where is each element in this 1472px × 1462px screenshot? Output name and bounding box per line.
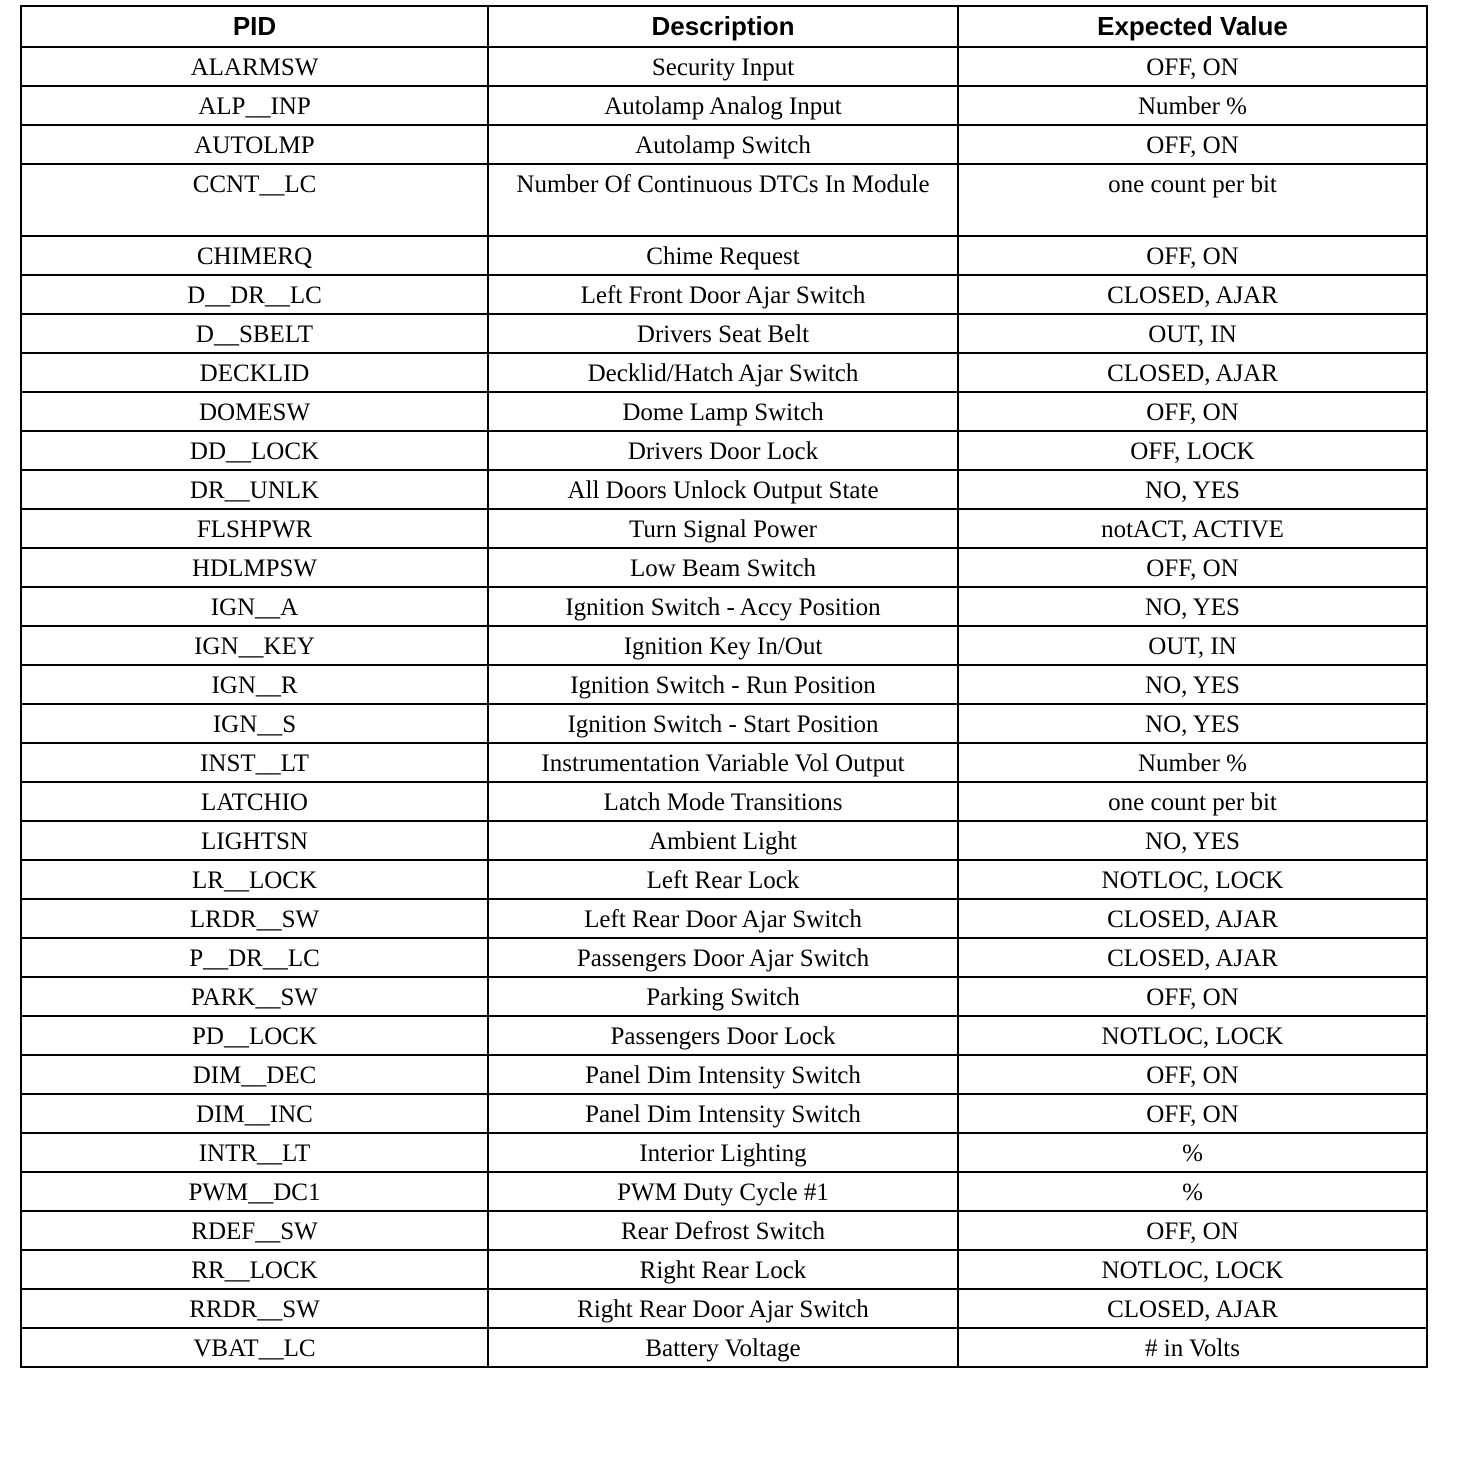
description-cell: Right Rear Door Ajar Switch [488,1289,958,1328]
description-cell: Panel Dim Intensity Switch [488,1055,958,1094]
pid-table-container [20,5,1426,1368]
description-cell: Left Rear Lock [488,860,958,899]
expected-value-cell: OFF, ON [958,392,1427,431]
expected-value-cell: OFF, ON [958,548,1427,587]
description-cell: Ignition Switch - Start Position [488,704,958,743]
table-row [21,1172,1427,1211]
table-row [21,743,1427,782]
expected-value-cell: OFF, ON [958,977,1427,1016]
pid-cell: PWM__DC1 [21,1172,488,1211]
pid-cell: LR__LOCK [21,860,488,899]
description-cell: Drivers Door Lock [488,431,958,470]
table-row [21,1016,1427,1055]
pid-cell: VBAT__LC [21,1328,488,1367]
expected-value-cell: OFF, ON [958,47,1427,86]
pid-cell: INTR__LT [21,1133,488,1172]
pid-cell: P__DR__LC [21,938,488,977]
description-cell: Dome Lamp Switch [488,392,958,431]
table-row [21,314,1427,353]
expected-value-cell: CLOSED, AJAR [958,938,1427,977]
table-row [21,275,1427,314]
header-pid: PID [21,6,488,47]
description-cell: Number Of Continuous DTCs In Module [488,164,958,236]
expected-value-cell: NOTLOC, LOCK [958,860,1427,899]
expected-value-cell: OFF, LOCK [958,431,1427,470]
expected-value-cell: OFF, ON [958,1055,1427,1094]
description-cell: Latch Mode Transitions [488,782,958,821]
expected-value-cell: NO, YES [958,704,1427,743]
pid-cell: DD__LOCK [21,431,488,470]
table-row [21,1328,1427,1367]
table-row [21,899,1427,938]
expected-value-cell: notACT, ACTIVE [958,509,1427,548]
header-row [21,6,1427,47]
expected-value-cell: OFF, ON [958,1094,1427,1133]
table-row [21,1289,1427,1328]
description-cell: Turn Signal Power [488,509,958,548]
pid-cell: D__DR__LC [21,275,488,314]
expected-value-cell: % [958,1172,1427,1211]
pid-cell: AUTOLMP [21,125,488,164]
description-cell: Ignition Key In/Out [488,626,958,665]
table-row [21,587,1427,626]
header-description: Description [488,6,958,47]
pid-cell: RDEF__SW [21,1211,488,1250]
description-cell: Chime Request [488,236,958,275]
expected-value-cell: CLOSED, AJAR [958,899,1427,938]
expected-value-cell: CLOSED, AJAR [958,1289,1427,1328]
table-row [21,860,1427,899]
pid-cell: DIM__DEC [21,1055,488,1094]
expected-value-cell: OFF, ON [958,236,1427,275]
pid-cell: ALP__INP [21,86,488,125]
table-row [21,125,1427,164]
description-cell: Autolamp Analog Input [488,86,958,125]
pid-cell: IGN__A [21,587,488,626]
pid-cell: DECKLID [21,353,488,392]
table-row [21,47,1427,86]
pid-cell: PD__LOCK [21,1016,488,1055]
description-cell: Low Beam Switch [488,548,958,587]
table-row [21,704,1427,743]
description-cell: Passengers Door Ajar Switch [488,938,958,977]
table-row [21,665,1427,704]
pid-cell: IGN__KEY [21,626,488,665]
expected-value-cell: NO, YES [958,821,1427,860]
description-cell: Security Input [488,47,958,86]
table-row [21,353,1427,392]
pid-cell: FLSHPWR [21,509,488,548]
table-row [21,86,1427,125]
table-row [21,1055,1427,1094]
expected-value-cell: one count per bit [958,164,1427,236]
pid-cell: PARK__SW [21,977,488,1016]
table-row [21,392,1427,431]
description-cell: PWM Duty Cycle #1 [488,1172,958,1211]
expected-value-cell: CLOSED, AJAR [958,275,1427,314]
table-row [21,236,1427,275]
description-cell: Passengers Door Lock [488,1016,958,1055]
description-cell: Right Rear Lock [488,1250,958,1289]
expected-value-cell: NOTLOC, LOCK [958,1016,1427,1055]
expected-value-cell: OFF, ON [958,125,1427,164]
table-row [21,938,1427,977]
expected-value-cell: NO, YES [958,587,1427,626]
pid-table [20,5,1428,1368]
pid-cell: INST__LT [21,743,488,782]
description-cell: Drivers Seat Belt [488,314,958,353]
table-row [21,1094,1427,1133]
pid-cell: CCNT__LC [21,164,488,236]
description-cell: Parking Switch [488,977,958,1016]
description-cell: Autolamp Switch [488,125,958,164]
expected-value-cell: Number % [958,743,1427,782]
description-cell: Instrumentation Variable Vol Output [488,743,958,782]
table-row [21,470,1427,509]
pid-cell: IGN__S [21,704,488,743]
pid-cell: D__SBELT [21,314,488,353]
description-cell: Battery Voltage [488,1328,958,1367]
pid-cell: HDLMPSW [21,548,488,587]
table-row [21,548,1427,587]
description-cell: Interior Lighting [488,1133,958,1172]
expected-value-cell: NOTLOC, LOCK [958,1250,1427,1289]
expected-value-cell: OUT, IN [958,626,1427,665]
description-cell: Rear Defrost Switch [488,1211,958,1250]
table-row [21,1211,1427,1250]
description-cell: Ambient Light [488,821,958,860]
table-row [21,1133,1427,1172]
expected-value-cell: OFF, ON [958,1211,1427,1250]
table-row [21,821,1427,860]
expected-value-cell: NO, YES [958,470,1427,509]
description-cell: Left Front Door Ajar Switch [488,275,958,314]
pid-cell: DIM__INC [21,1094,488,1133]
table-row [21,164,1427,236]
description-cell: Ignition Switch - Accy Position [488,587,958,626]
pid-cell: DR__UNLK [21,470,488,509]
table-body [21,47,1427,1367]
pid-cell: LIGHTSN [21,821,488,860]
pid-cell: RRDR__SW [21,1289,488,1328]
header-expected-value: Expected Value [958,6,1427,47]
expected-value-cell: one count per bit [958,782,1427,821]
expected-value-cell: NO, YES [958,665,1427,704]
description-cell: All Doors Unlock Output State [488,470,958,509]
table-row [21,1250,1427,1289]
expected-value-cell: # in Volts [958,1328,1427,1367]
expected-value-cell: Number % [958,86,1427,125]
pid-cell: RR__LOCK [21,1250,488,1289]
table-row [21,626,1427,665]
table-row [21,509,1427,548]
pid-cell: LRDR__SW [21,899,488,938]
table-row [21,977,1427,1016]
pid-cell: DOMESW [21,392,488,431]
expected-value-cell: CLOSED, AJAR [958,353,1427,392]
pid-cell: LATCHIO [21,782,488,821]
expected-value-cell: OUT, IN [958,314,1427,353]
description-cell: Left Rear Door Ajar Switch [488,899,958,938]
pid-cell: CHIMERQ [21,236,488,275]
description-cell: Ignition Switch - Run Position [488,665,958,704]
table-header [21,6,1427,47]
description-cell: Panel Dim Intensity Switch [488,1094,958,1133]
description-cell: Decklid/Hatch Ajar Switch [488,353,958,392]
pid-cell: ALARMSW [21,47,488,86]
table-row [21,431,1427,470]
table-row [21,782,1427,821]
pid-cell: IGN__R [21,665,488,704]
expected-value-cell: % [958,1133,1427,1172]
